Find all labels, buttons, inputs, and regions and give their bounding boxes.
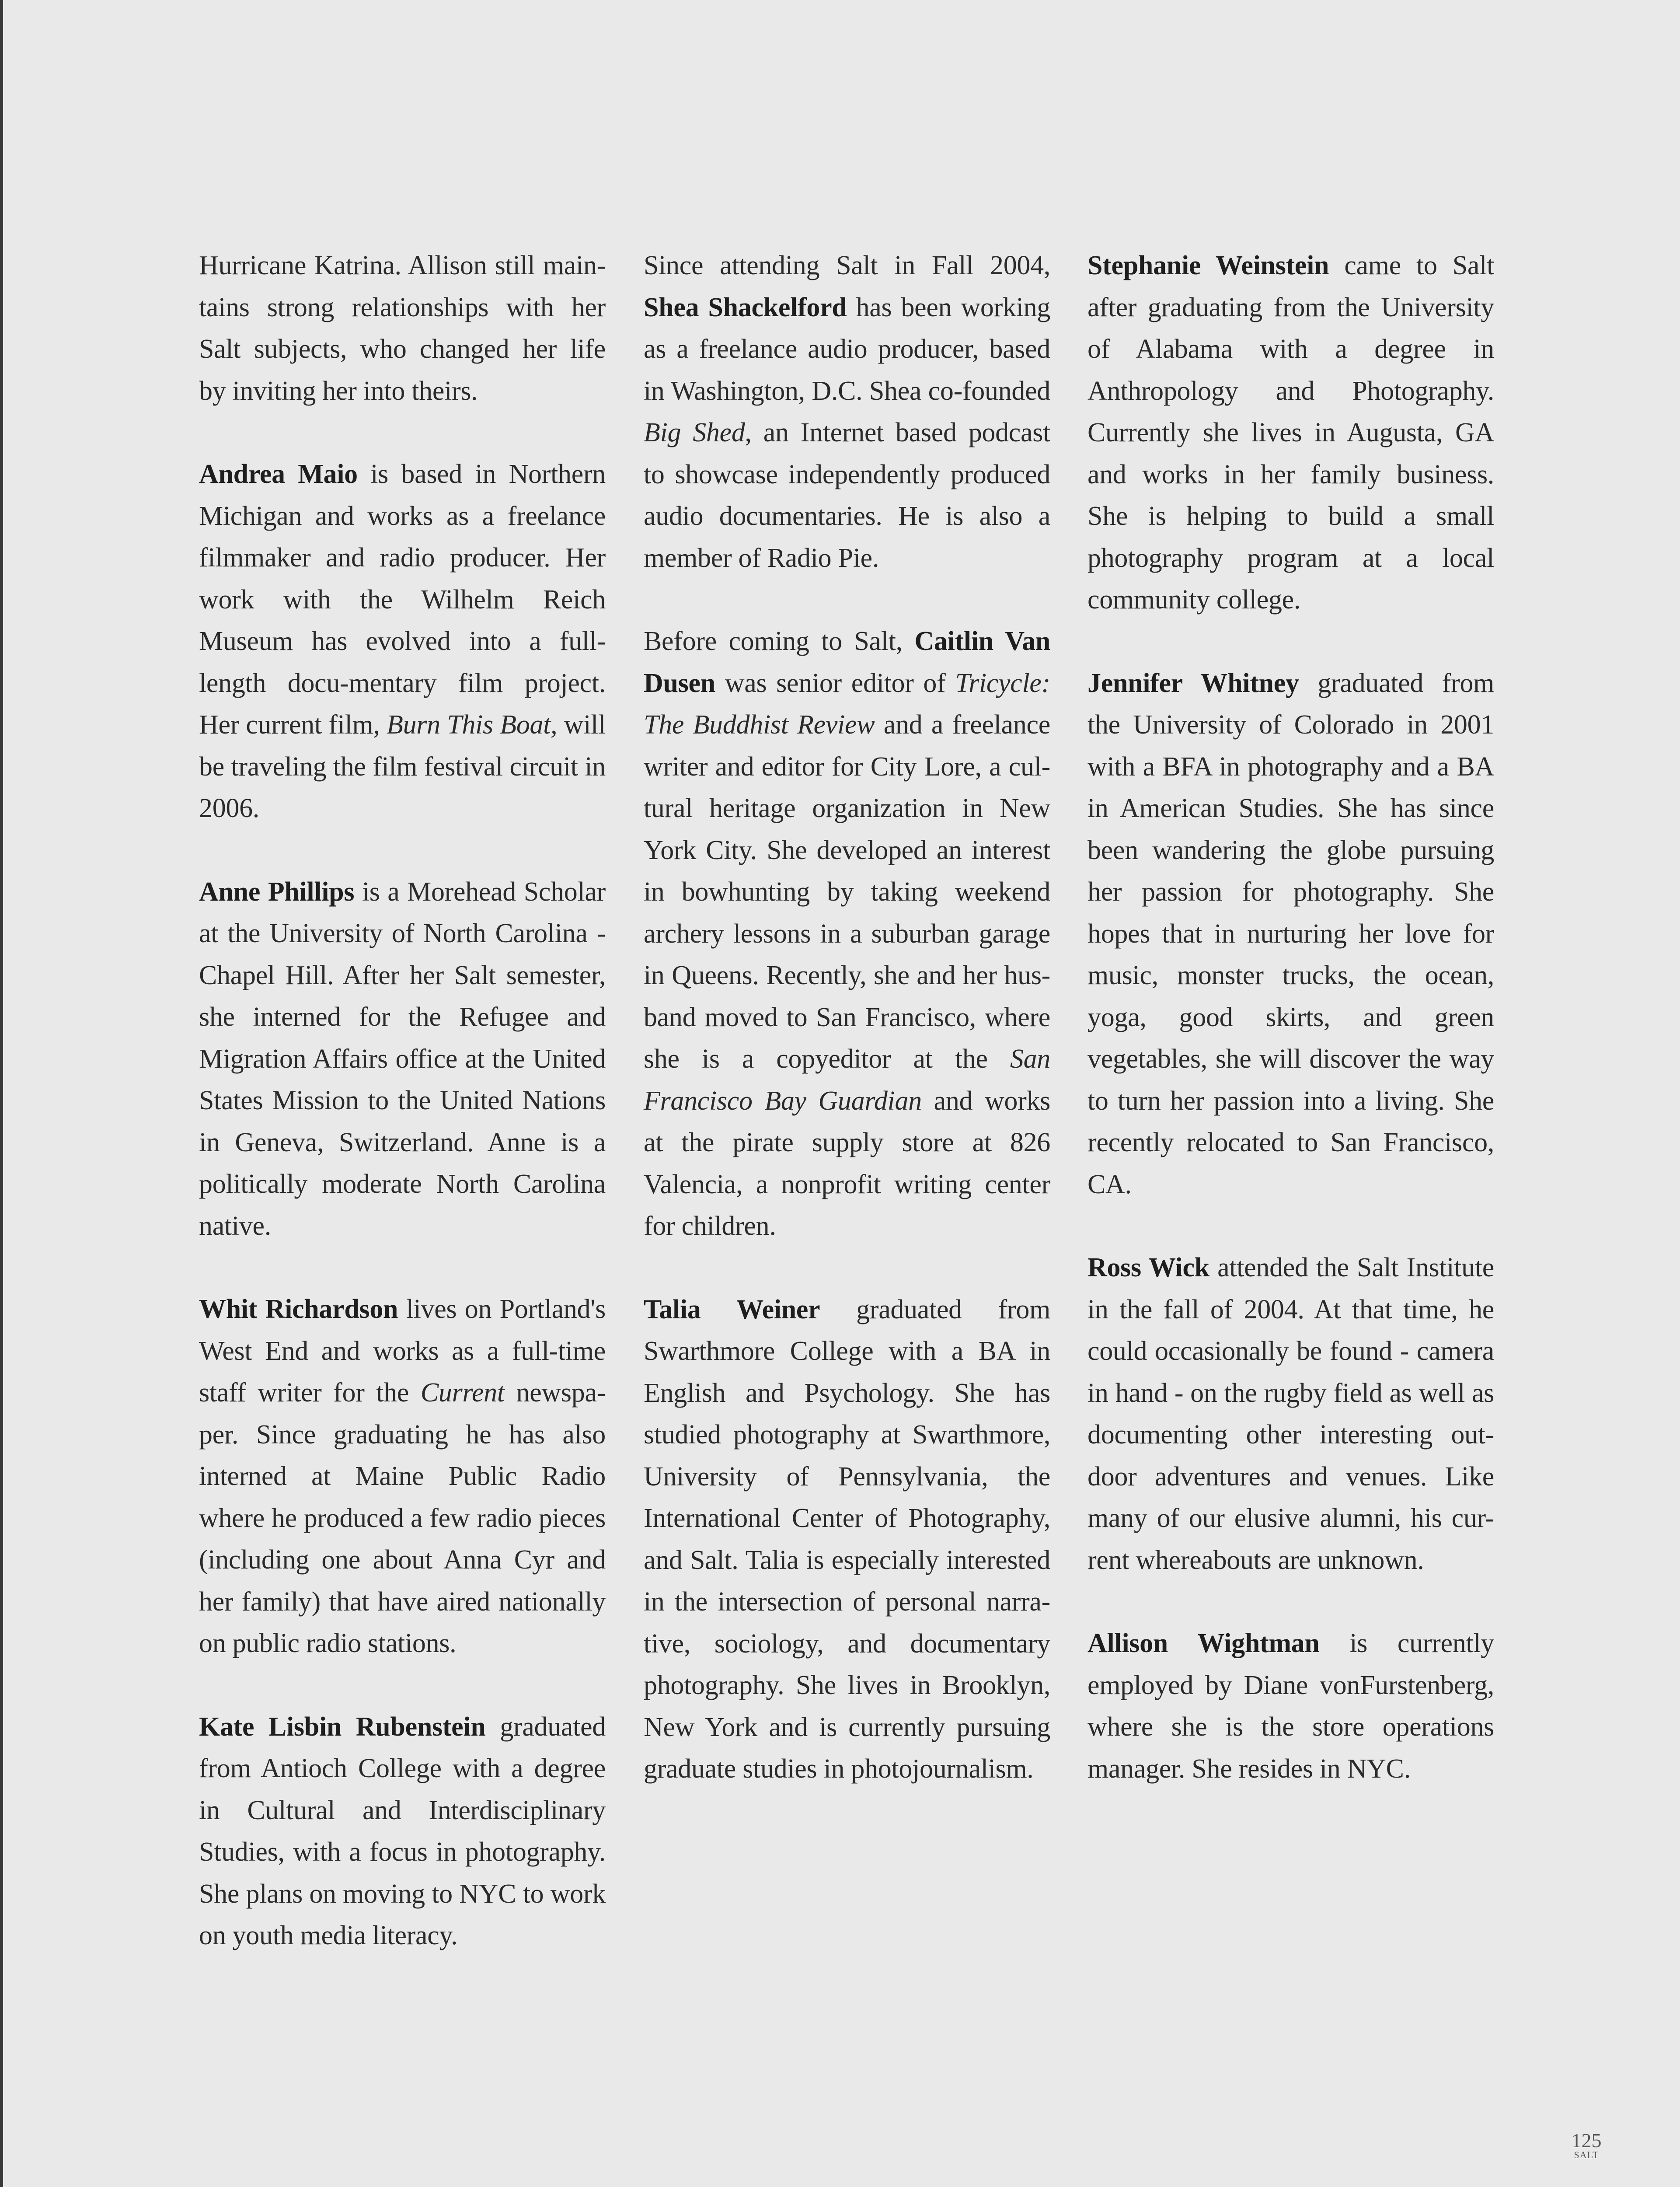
publication-title: Tricycle: The Buddhist Review xyxy=(644,668,1050,740)
bio-text: Before coming to Salt, xyxy=(644,626,915,656)
alumni-name: Caitlin Van Dusen xyxy=(644,626,1050,698)
bio-text: graduated from the University of Colorado in 2001 with a BFA in photography and a BA in American Studies. She has since been wandering the globe pursuing her passion for photography. She hopes that in nurturing her love for music, monster trucks, the ocean, yoga, good skirts, and green vegetables, she will discover the way to turn her passion into a living. She recently relocated to San Francisco, CA. xyxy=(1087,668,1494,1199)
publication-title: Burn This Boat, xyxy=(387,710,558,740)
bio-text: attended the Salt Institute in the fall of 2004. At that time, he could occasionally be found - camera in hand - on the rugby field as well as documenting other interesting out-door adventures and venues. Like many of our elusive alumni, his cur-rent whereabouts are unknown. xyxy=(1087,1253,1494,1575)
bio-paragraph xyxy=(1087,1623,1494,1790)
publication-title: Current xyxy=(420,1378,505,1408)
bio-paragraph xyxy=(199,1289,606,1665)
bio-text: and works at the pirate supply store at 826 Valencia, a nonprofit writing center for children. xyxy=(644,1086,1050,1241)
bio-paragraph xyxy=(1087,663,1494,1206)
page-spine-edge xyxy=(0,0,3,2187)
bio-text: was senior editor of xyxy=(715,668,955,698)
bio-text: Hurricane Katrina. Allison still main-tains strong relationships with her Salt subjects, who changed her life by inviting her into theirs. xyxy=(199,251,606,406)
bio-text: and a freelance writer and editor for City Lore, a cul-tural heritage organization in New York City. She developed an interest in bowhunting by taking weekend archery lessons in a suburban garage in Queens. Recently, she and her hus-band moved to San Francisco, where she is a copyeditor at the xyxy=(644,710,1050,1074)
alumni-name: Kate Lisbin Rubenstein xyxy=(199,1712,486,1742)
bio-text: will be traveling the film festival circuit in 2006. xyxy=(199,710,606,823)
alumni-name: Jennifer Whitney xyxy=(1087,668,1299,698)
bio-text: is currently employed by Diane vonFurstenberg, where she is the store operations manager. She resides in NYC. xyxy=(1087,1628,1494,1784)
alumni-name: Whit Richardson xyxy=(199,1294,398,1324)
publication-title: Big Shed xyxy=(644,418,745,447)
bio-paragraph xyxy=(1087,1247,1494,1581)
page-number: 125 xyxy=(1571,2129,1602,2152)
column-left xyxy=(199,245,606,1998)
bio-text: is a Morehead Scholar at the University of North Carolina - Chapel Hill. After her Salt semester, she interned for the Refugee and Migration Affairs office at the United States Mission to the United Nations in Geneva, Switzerland. Anne is a politically moderate North Carolina native. xyxy=(199,877,606,1241)
bio-text: , an Internet based podcast to showcase independently produced audio documentaries. He is also a member of Radio Pie. xyxy=(644,418,1050,573)
bio-paragraph xyxy=(199,1706,606,1957)
alumni-name: Andrea Maio xyxy=(199,459,358,489)
bio-text: is based in Northern Michigan and works as a freelance filmmaker and radio producer. Her work with the Wilhelm Reich Museum has evolved into a full-length docu-mentary film project. Her current film, xyxy=(199,459,606,740)
alumni-name: Ross Wick xyxy=(1087,1253,1209,1282)
bio-text: has been working as a freelance audio producer, based in Washington, D.C. Shea co-founded xyxy=(644,292,1050,406)
bio-paragraph xyxy=(644,245,1050,579)
page-folio xyxy=(1569,2131,1604,2160)
running-label: SALT xyxy=(1574,2149,1599,2160)
bio-text: graduated from Swarthmore College with a BA in English and Psychology. She has studied photography at Swarthmore, University of Pennsylvania, the International Center of Photography, and Salt. Talia is especially interested in the intersection of personal narra-tive, sociology, and documentary photography. She lives in Brooklyn, New York and is currently pursuing graduate studies in photojournalism. xyxy=(644,1294,1050,1784)
alumni-name: Shea Shackelford xyxy=(644,292,847,322)
bio-text: graduated from Antioch College with a degree in Cultural and Interdisciplinary Studies, with a focus in photography. She plans on moving to NYC to work on youth media literacy. xyxy=(199,1712,606,1950)
bio-paragraph xyxy=(644,621,1050,1247)
bio-text: lives on Portland's West End and works as a full-time staff writer for the xyxy=(199,1294,606,1408)
bio-paragraph xyxy=(199,454,606,830)
bio-paragraph xyxy=(1087,245,1494,621)
bio-paragraph xyxy=(644,1289,1050,1790)
bio-paragraph xyxy=(199,245,606,412)
bio-paragraph xyxy=(199,871,606,1247)
alumni-name: Stephanie Weinstein xyxy=(1087,251,1329,280)
column-middle xyxy=(644,245,1050,1832)
alumni-name: Anne Phillips xyxy=(199,877,355,907)
bio-text: came to Salt after graduating from the University of Alabama with a degree in Anthropology and Photography. Currently she lives in Augusta, GA and works in her family business. She is helping to build a small photography program at a local community college. xyxy=(1087,251,1494,615)
bio-text: Since attending Salt in Fall 2004, xyxy=(644,251,1050,280)
alumni-name: Talia Weiner xyxy=(644,1294,820,1324)
bio-text: newspa-per. Since graduating he has also interned at Maine Public Radio where he produced a few radio pieces (including one about Anna Cyr and her family) that have aired nationally on public radio stations. xyxy=(199,1378,606,1658)
alumni-name: Allison Wightman xyxy=(1087,1628,1320,1658)
column-right xyxy=(1087,245,1494,1831)
publication-title: San Francisco Bay Guardian xyxy=(644,1044,1050,1116)
